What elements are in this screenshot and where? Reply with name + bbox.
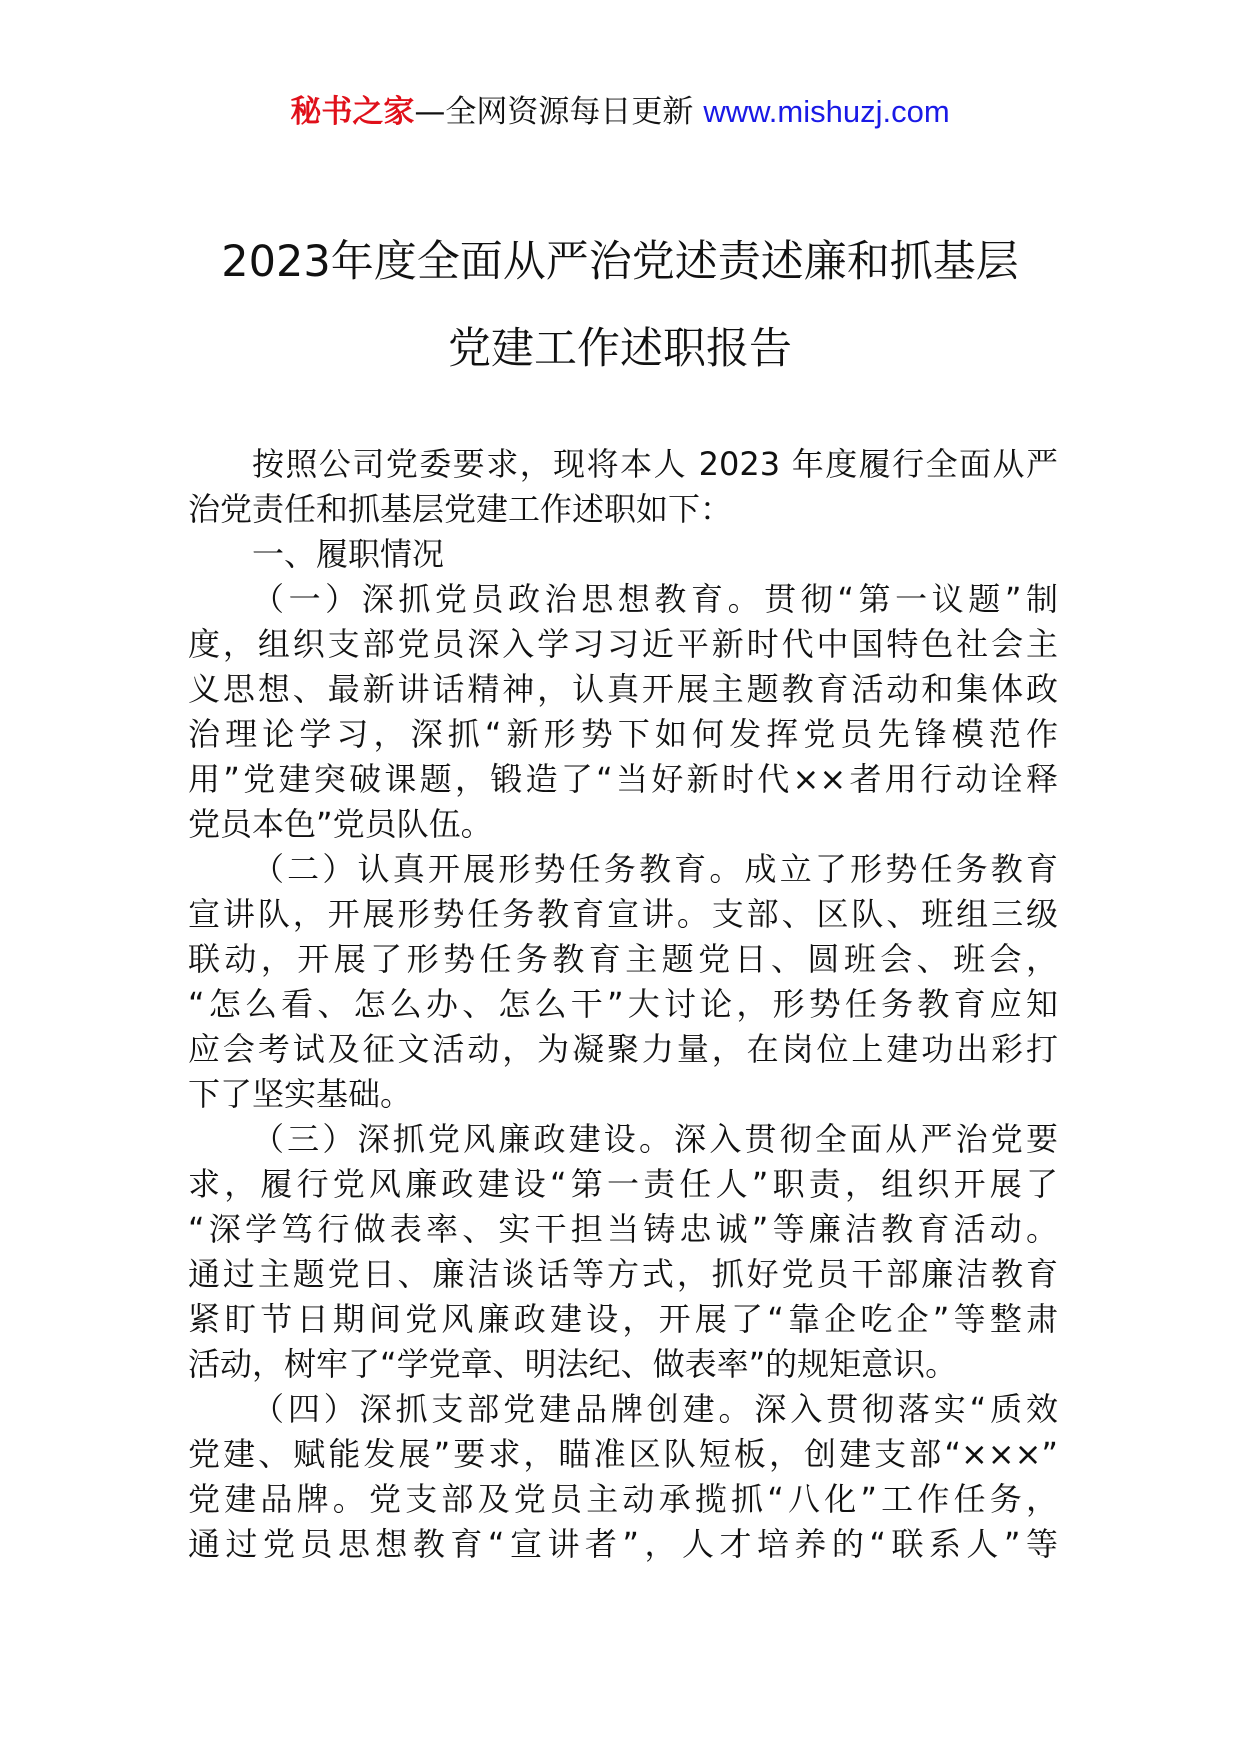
body-line: （二）认真开展形势任务教育。成立了形势任务教育 xyxy=(252,850,1058,888)
body-line: 联动，开展了形势任务教育主题党日、圆班会、班会， xyxy=(188,940,1058,978)
body-line: （四）深抓支部党建品牌创建。深入贯彻落实“质效 xyxy=(252,1390,1058,1428)
document-title-line-1: 2023年度全面从严治党述责述廉和抓基层 xyxy=(221,237,1019,287)
body-line: 按照公司党委要求，现将本人 2023 年度履行全面从严 xyxy=(252,445,1058,483)
document-body xyxy=(188,442,1058,1567)
body-line: 党建品牌。党支部及党员主动承揽抓“八化”工作任务， xyxy=(188,1480,1058,1518)
body-line: 活动，树牢了“学党章、明法纪、做表率”的规矩意识。 xyxy=(188,1345,958,1383)
body-line: “深学笃行做表率、实干担当铸忠诚”等廉洁教育活动。 xyxy=(188,1210,1058,1248)
site-tagline: —全网资源每日更新 xyxy=(414,94,694,130)
body-line: （三）深抓党风廉政建设。深入贯彻全面从严治党要 xyxy=(252,1120,1058,1158)
body-line: 下了坚实基础。 xyxy=(188,1075,413,1113)
body-line: 义思想、最新讲话精神，认真开展主题教育活动和集体政 xyxy=(188,670,1058,708)
body-line: 求，履行党风廉政建设“第一责任人”职责，组织开展了 xyxy=(188,1165,1058,1203)
site-brand: 秘书之家 xyxy=(290,94,415,130)
body-line: “怎么看、怎么办、怎么干”大讨论，形势任务教育应知 xyxy=(188,985,1058,1023)
body-line: 治理论学习，深抓“新形势下如何发挥党员先锋模范作 xyxy=(188,715,1058,753)
body-line: 紧盯节日期间党风廉政建设，开展了“靠企吃企”等整肃 xyxy=(188,1300,1058,1338)
body-line: 宣讲队，开展形势任务教育宣讲。支部、区队、班组三级 xyxy=(188,895,1058,933)
body-line: 应会考试及征文活动，为凝聚力量，在岗位上建功出彩打 xyxy=(188,1030,1058,1068)
body-line: 党员本色”党员队伍。 xyxy=(188,805,493,843)
site-header xyxy=(0,92,1240,132)
section-heading: 一、履职情况 xyxy=(252,535,445,573)
site-url-link[interactable]: www.mishuzj.com xyxy=(703,94,950,129)
body-line: 度，组织支部党员深入学习习近平新时代中国特色社会主 xyxy=(188,625,1058,663)
body-line: 治党责任和抓基层党建工作述职如下： xyxy=(188,490,733,528)
body-line: 通过主题党日、廉洁谈话等方式，抓好党员干部廉洁教育 xyxy=(188,1255,1058,1293)
body-line: 用”党建突破课题，锻造了“当好新时代××者用行动诠释 xyxy=(188,760,1058,798)
body-line: （一）深抓党员政治思想教育。贯彻“第一议题”制 xyxy=(252,580,1058,618)
body-line: 通过党员思想教育“宣讲者”，人才培养的“联系人”等 xyxy=(188,1525,1058,1563)
body-line: 党建、赋能发展”要求，瞄准区队短板，创建支部“×××” xyxy=(188,1435,1058,1473)
document-title-line-2: 党建工作述职报告 xyxy=(448,324,792,374)
